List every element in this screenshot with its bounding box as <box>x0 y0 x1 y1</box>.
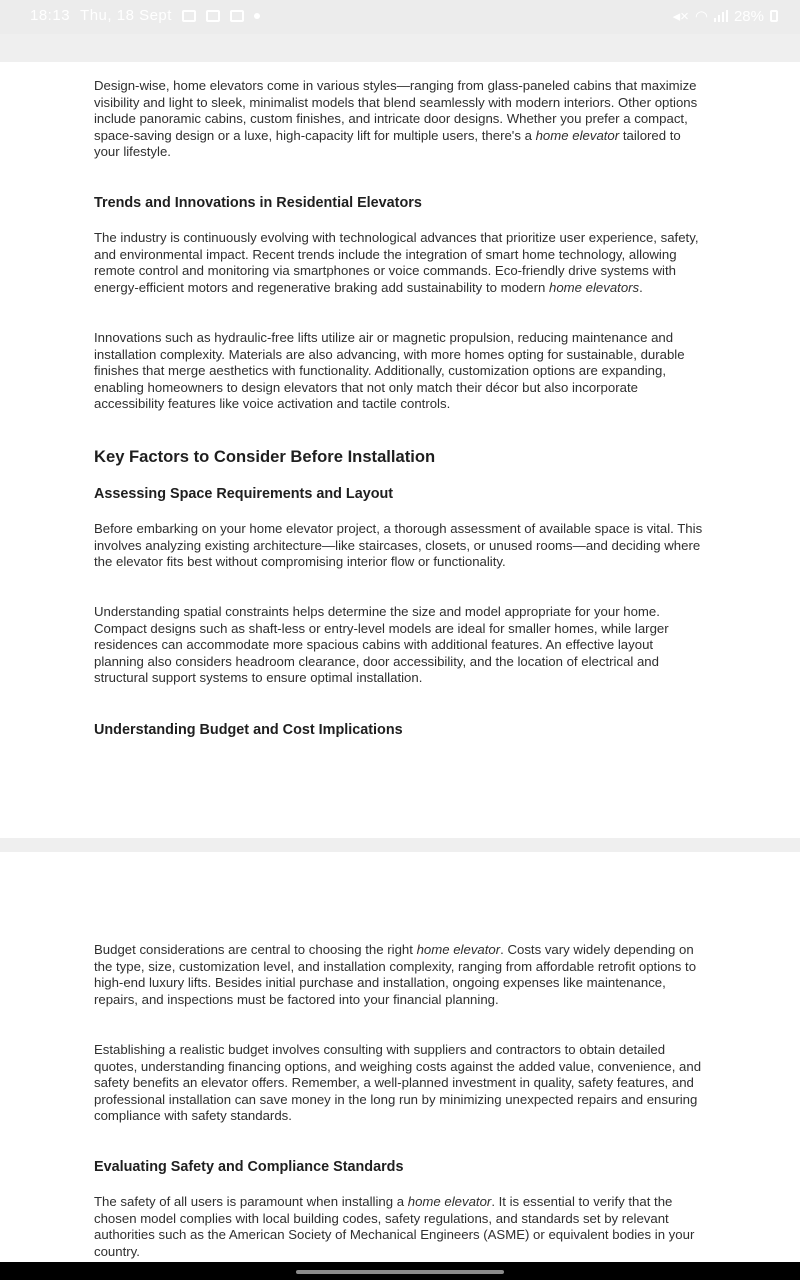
paragraph-design <box>94 78 706 161</box>
status-date: Thu, 18 Sept <box>80 7 172 24</box>
status-time: 18:13 <box>30 7 71 24</box>
home-gesture-handle[interactable] <box>296 1270 504 1274</box>
navigation-bar <box>0 1262 800 1280</box>
text-run: . <box>639 279 643 295</box>
status-left <box>30 7 260 24</box>
emphasis-text: home elevator <box>535 127 620 143</box>
document-page-1 <box>0 62 800 838</box>
document-page-2 <box>0 852 800 1262</box>
signal-icon <box>714 10 728 22</box>
text-run: Design-wise, home elevators come in various styles—ranging from glass-paneled cabins that maximize visibility and light to sleek, minimalist models that blend seamlessly with modern interiors. Other options include panoramic cabins, custom finishes, and intricate door designs. Whether you prefer a compact, space-saving design or a luxe, high-capacity lift for multiple users, there's a <box>94 78 698 143</box>
gallery-icon <box>182 10 196 22</box>
heading-budget-wrap <box>94 721 706 739</box>
heading-space: Assessing Space Requirements and Layout <box>94 486 394 502</box>
heading-trends-wrap <box>94 194 706 212</box>
text-run: Budget considerations are central to choosing the right <box>94 942 417 957</box>
video-icon <box>230 10 244 22</box>
paragraph-budget <box>94 942 706 1008</box>
check-icon <box>206 10 220 22</box>
paragraph-innovations: Innovations such as hydraulic-free lifts utilize air or magnetic propulsion, reducing maintenance and installation complexity. Materials are also advancing, with more homes opting for sustainable, durable finishes that merge aesthetics with functionality. Additionally, customization options are expanding, enabling homeowners to design elevators that not only match their décor but also incorporate accessibility features like voice activation and tactile controls. <box>94 330 685 412</box>
text-run: The safety of all users is paramount when installing a <box>94 1194 408 1209</box>
heading-budget: Understanding Budget and Cost Implications <box>94 722 403 738</box>
paragraph-industry <box>94 230 706 296</box>
paragraph-establishing: Establishing a realistic budget involves consulting with suppliers and contractors to obtain detailed quotes, understanding financing options, and weighing costs against the added value, convenience, and safety benefits an elevator offers. Remember, a well-planned investment in quality, safety features, and professional installation can save money in the long run by minimizing unexpected repairs and ensuring compliance with safety standards. <box>94 1042 702 1124</box>
status-right <box>673 7 778 25</box>
heading-key-factors: Key Factors to Consider Before Installation <box>94 447 436 466</box>
heading-trends: Trends and Innovations in Residential Elevators <box>94 195 422 211</box>
text-run: . Costs vary widely depending on the type, size, customization level, and installation complexity, ranging from affordable retrofit options to high-end luxury lifts. Besides initial purchase and installation, ongoing expenses like maintenance, repairs, and inspections must be factored into your financial planning. <box>94 942 697 1007</box>
mute-icon: ◂× <box>672 8 689 25</box>
text-run: The industry is continuously evolving with technological advances that prioritize user experience, safety, and environmental impact. Recent trends include the integration of smart home technology, allowing remote control and monitoring via smartphones or voice commands. Eco-friendly drive systems with energy-efficient motors and regenerative braking add sustainability to modern <box>94 230 699 295</box>
emphasis-text: home elevator <box>407 1194 492 1209</box>
emphasis-text: home elevator <box>416 942 501 957</box>
paragraph-safety <box>94 1194 706 1260</box>
text-run: . It is essential to verify that the chosen model complies with local building codes, safety regulations, and standards set by relevant authorities such as the American Society of Mechanical Engineers (ASME) or equivalent bodies in your country. <box>94 1194 695 1259</box>
battery-text: 28% <box>733 7 764 25</box>
paragraph-space: Before embarking on your home elevator project, a thorough assessment of available space is vital. This involves analyzing existing architecture—like staircases, closets, or unused rooms—and deciding where the elevator fits best without compromising interior flow or functionality. <box>94 521 703 570</box>
wifi-icon: ◠ <box>694 8 708 25</box>
heading-key-wrap <box>94 447 706 467</box>
heading-safety-wrap <box>94 1158 706 1176</box>
heading-safety: Evaluating Safety and Compliance Standards <box>94 1159 404 1175</box>
notification-dot-icon <box>254 13 260 19</box>
emphasis-text: home elevators <box>548 279 640 295</box>
status-bar <box>0 0 800 34</box>
heading-space-wrap <box>94 485 706 503</box>
battery-icon <box>770 10 778 22</box>
paragraph-spatial: Understanding spatial constraints helps determine the size and model appropriate for your home. Compact designs such as shaft-less or entry-level models are ideal for smaller homes, while larger residences can accommodate more spacious cabins with additional features. An effective layout planning also considers headroom clearance, door accessibility, and the location of electrical and structural support systems to ensure optimal installation. <box>94 604 669 686</box>
text-run: tailored to your lifestyle. <box>94 127 681 160</box>
